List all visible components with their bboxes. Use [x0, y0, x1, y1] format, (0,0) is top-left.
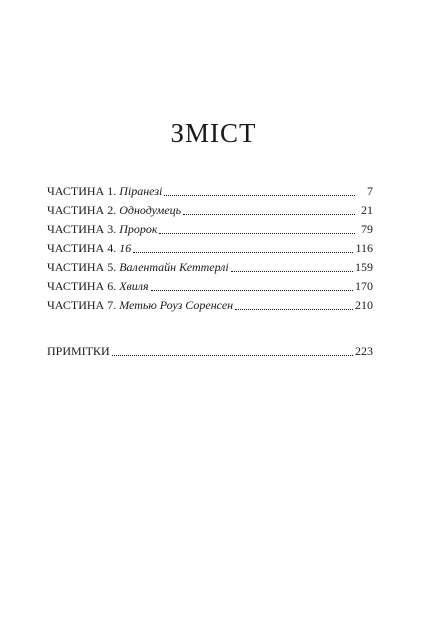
toc-entry-label	[47, 260, 229, 275]
toc-page-number: 116	[355, 241, 373, 255]
toc-notes-label: ПРИМІТКИ	[47, 344, 110, 358]
toc-page-number: 159	[355, 260, 373, 274]
toc-part-name: Хвиля	[119, 279, 149, 293]
toc-leader-dots	[164, 194, 355, 196]
toc-entry-label	[47, 241, 131, 256]
toc-entry-part-3[interactable]	[47, 222, 373, 241]
toc-leader-dots	[151, 289, 353, 291]
toc-part-number: ЧАСТИНА 7.	[47, 298, 120, 312]
toc-leader-dots	[183, 213, 355, 215]
toc-entry-label	[47, 298, 233, 313]
toc-page-number: 210	[355, 298, 373, 312]
toc-entry-part-6[interactable]	[47, 279, 373, 298]
page-title: ЗМІСТ	[170, 118, 257, 148]
toc-notes-section	[47, 344, 373, 363]
toc-entry-part-4[interactable]	[47, 241, 373, 260]
toc-entry-part-7[interactable]	[47, 298, 373, 317]
toc-part-name: Метью Роуз Соренсен	[119, 298, 234, 312]
toc-part-name: Валентайн Кеттерлі	[119, 260, 229, 274]
toc-entry-label	[47, 184, 162, 199]
toc-part-number: ЧАСТИНА 2.	[47, 203, 120, 217]
toc-page-number: 79	[361, 222, 373, 236]
toc-part-name: Пророк	[119, 222, 158, 236]
toc-page-number: 223	[355, 344, 373, 358]
toc-entry-label	[47, 203, 181, 218]
toc-leader-dots	[112, 354, 353, 356]
toc-part-number: ЧАСТИНА 6.	[47, 279, 120, 293]
toc-part-name: Піранезі	[119, 184, 163, 198]
toc-leader-dots	[231, 270, 353, 272]
table-of-contents	[47, 184, 373, 317]
toc-part-number: ЧАСТИНА 5.	[47, 260, 120, 274]
toc-part-number: ЧАСТИНА 4.	[47, 241, 120, 255]
toc-entry-notes[interactable]	[47, 344, 373, 363]
toc-part-number: ЧАСТИНА 1.	[47, 184, 120, 198]
toc-entry-part-2[interactable]	[47, 203, 373, 222]
toc-leader-dots	[133, 251, 353, 253]
toc-entry-part-1[interactable]	[47, 184, 373, 203]
toc-leader-dots	[235, 308, 353, 310]
toc-entry-part-5[interactable]	[47, 260, 373, 279]
toc-page-number: 170	[355, 279, 373, 293]
toc-part-name: Однодумець	[119, 203, 182, 217]
toc-entry-label	[47, 222, 157, 237]
toc-page-number: 7	[367, 184, 373, 198]
toc-part-number: ЧАСТИНА 3.	[47, 222, 120, 236]
toc-part-name: 16	[119, 241, 132, 255]
toc-entry-label	[47, 279, 149, 294]
toc-page-number: 21	[361, 203, 373, 217]
toc-leader-dots	[159, 232, 355, 234]
